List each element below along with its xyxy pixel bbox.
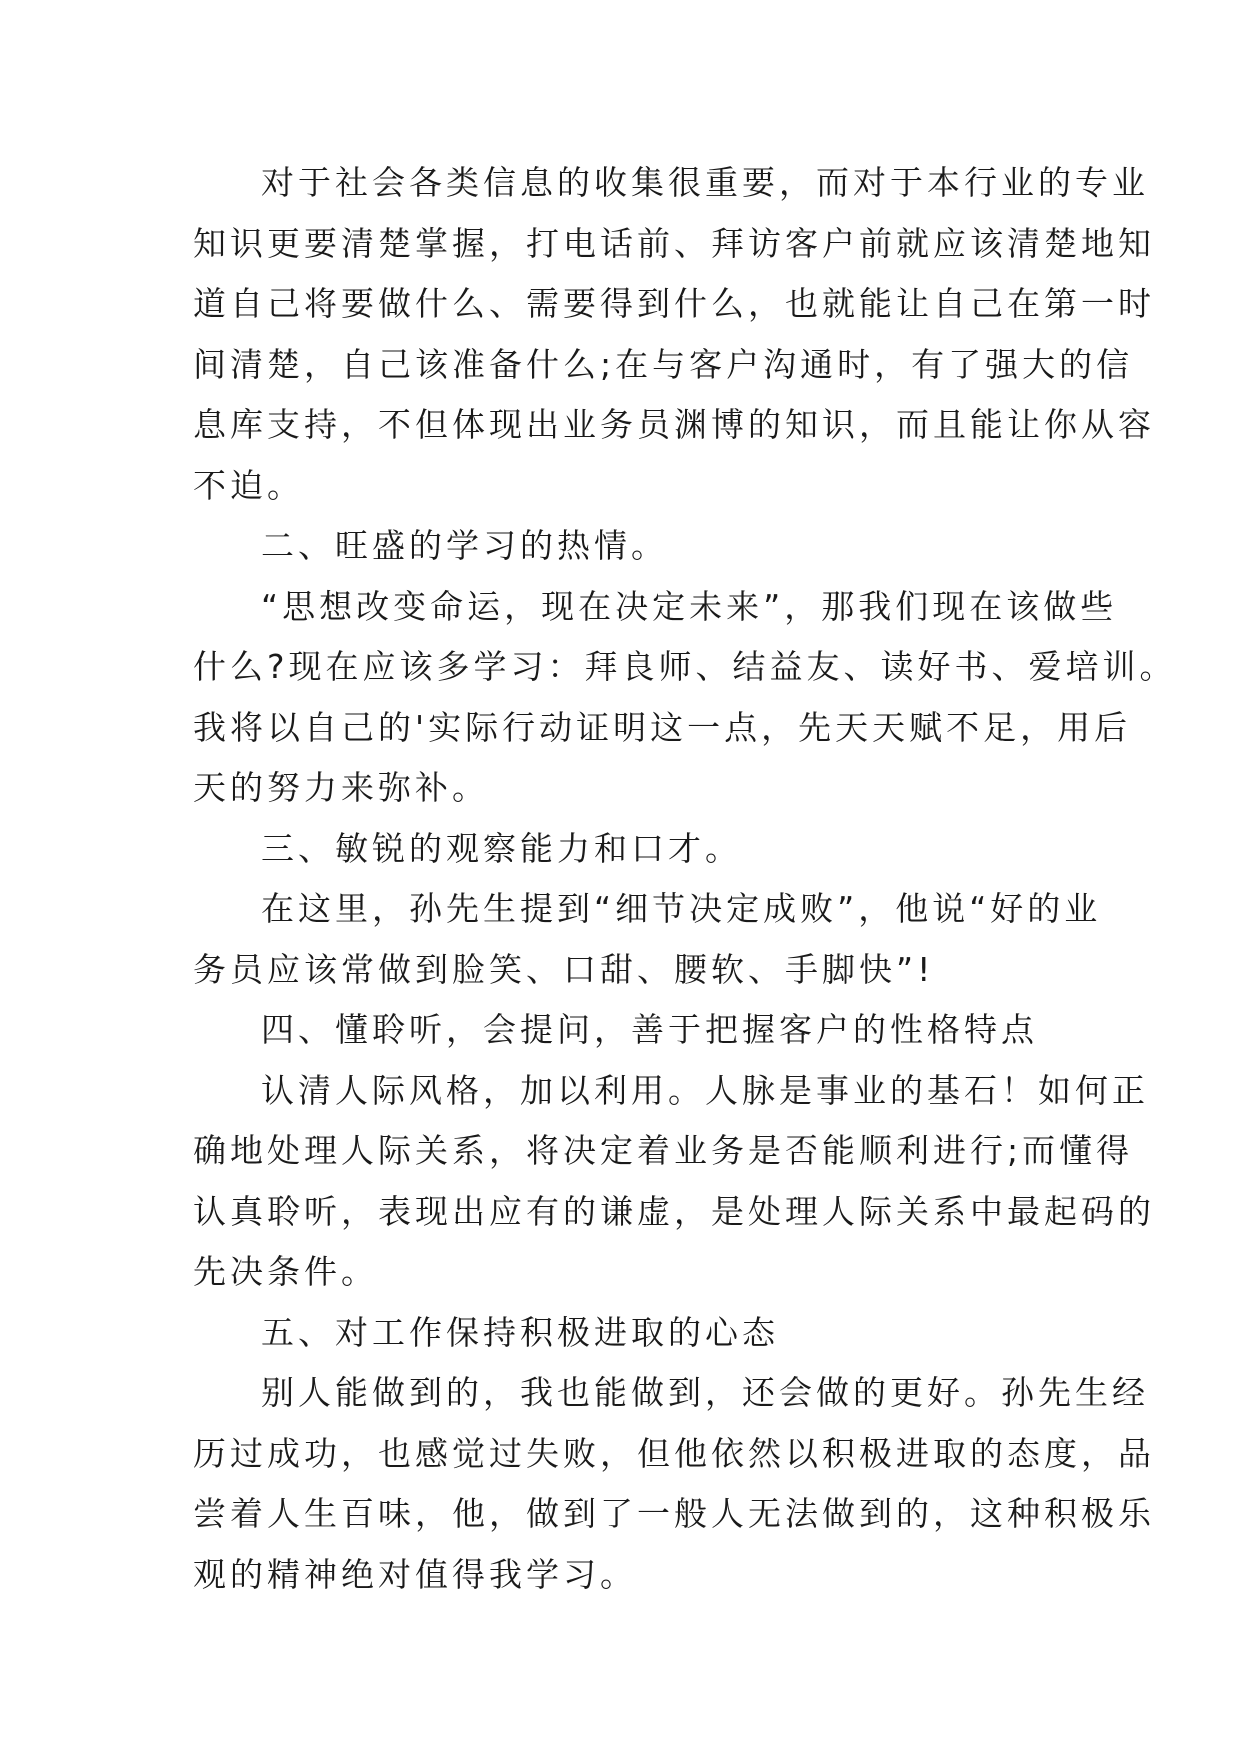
section-heading-3: 三、敏锐的观察能力和口才。 (261, 828, 742, 868)
paragraph-1-line-6: 不迫。 (193, 465, 304, 505)
paragraph-2-line-3: 我将以自己的'实际行动证明这一点，先天天赋不足，用后 (193, 707, 1132, 747)
paragraph-1-line-1: 对于社会各类信息的收集很重要，而对于本行业的专业 (261, 163, 1149, 202)
paragraph-2-line-2: 什么?现在应该多学习：拜良师、结益友、读好书、爱培训。 (193, 647, 1177, 686)
section-heading-2: 二、旺盛的学习的热情。 (261, 526, 668, 565)
section-heading-5: 五、对工作保持积极进取的心态 (261, 1312, 779, 1352)
paragraph-5-line-4: 观的精神绝对值得我学习。 (193, 1554, 637, 1594)
paragraph-5-line-3: 尝着人生百味，他，做到了一般人无法做到的，这种积极乐 (193, 1494, 1155, 1533)
paragraph-3-line-1: 在这里，孙先生提到“细节决定成败”，他说“好的业 (261, 889, 1102, 928)
section-heading-4: 四、懂聆听，会提问，善于把握客户的性格特点 (261, 1010, 1038, 1049)
paragraph-4-line-2: 确地处理人际关系，将决定着业务是否能顺利进行;而懂得 (193, 1131, 1134, 1170)
paragraph-1-line-4: 间清楚，自己该准备什么;在与客户沟通时，有了强大的信 (193, 344, 1134, 384)
paragraph-2-line-4: 天的努力来弥补。 (193, 768, 489, 807)
paragraph-4-line-3: 认真聆听，表现出应有的谦虚，是处理人际关系中最起码的 (193, 1191, 1155, 1231)
paragraph-4-line-4: 先决条件。 (193, 1252, 378, 1291)
paragraph-5-line-1: 别人能做到的，我也能做到，还会做的更好。孙先生经 (261, 1373, 1149, 1412)
paragraph-5-line-2: 历过成功，也感觉过失败，但他依然以积极进取的态度，品 (193, 1433, 1155, 1473)
paragraph-2-line-1: “思想改变命运，现在决定未来”，那我们现在该做些 (261, 586, 1118, 626)
paragraph-4-line-1: 认清人际风格，加以利用。人脉是事业的基石！如何正 (261, 1070, 1149, 1110)
paragraph-1-line-2: 知识更要清楚掌握，打电话前、拜访客户前就应该清楚地知 (193, 223, 1155, 263)
paragraph-1-line-3: 道自己将要做什么、需要得到什么，也就能让自己在第一时 (193, 284, 1155, 323)
document-body (193, 153, 1177, 1605)
paragraph-1-line-5: 息库支持，不但体现出业务员渊博的知识，而且能让你从容 (193, 405, 1155, 444)
paragraph-3-line-2: 务员应该常做到脸笑、口甜、腰软、手脚快”! (193, 949, 935, 989)
